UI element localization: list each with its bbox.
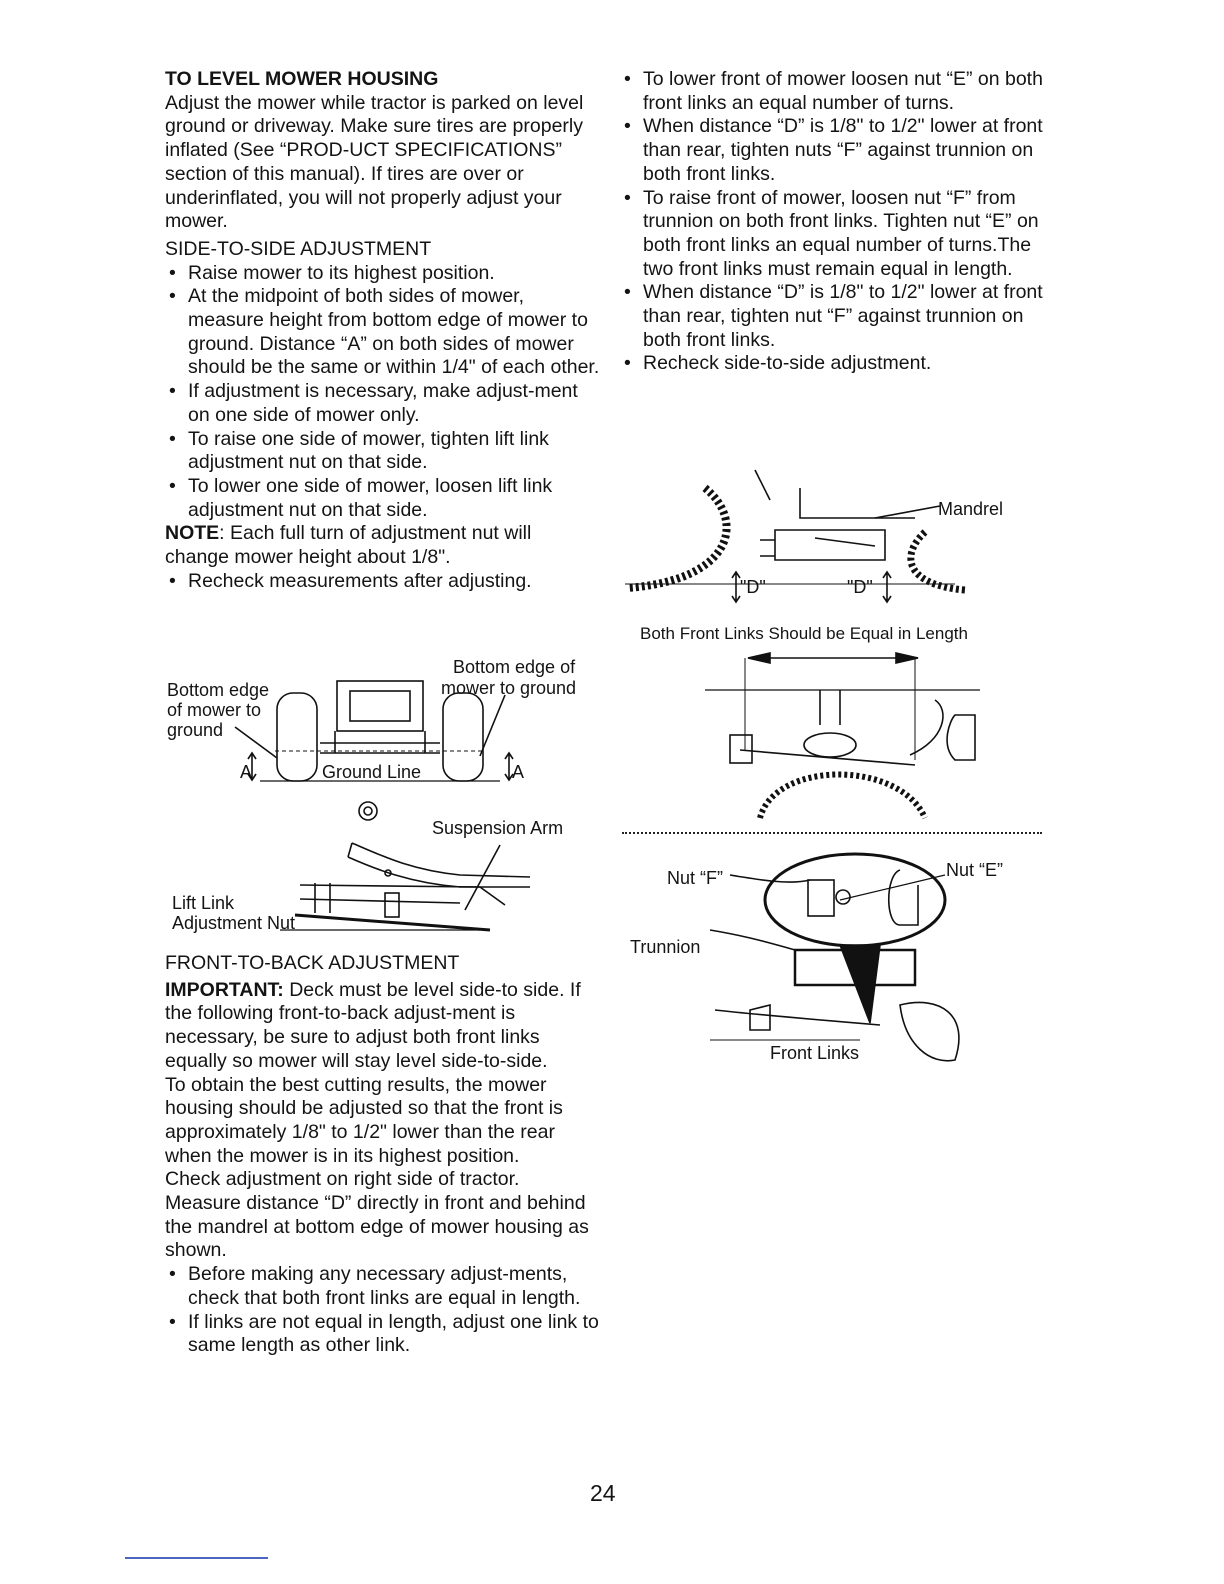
front-to-back-heading: FRONT-TO-BACK ADJUSTMENT xyxy=(165,952,460,974)
list-item: • If links are not equal in length, adjust one link to same length as other link. xyxy=(165,1311,600,1358)
suspension-arm-illustration xyxy=(160,795,600,945)
footer-rule xyxy=(125,1557,268,1559)
important-text: Deck must be level side-to side. If the following front-to-back adjust-ment is necessary, be sure to adjust both front links equally so mower will stay level side-to-side. xyxy=(165,978,581,1072)
side-to-side-heading: SIDE-TO-SIDE ADJUSTMENT xyxy=(165,237,432,260)
list-item: • To lower one side of mower, loosen lift link adjustment nut on that side. xyxy=(165,475,600,522)
fig-links-caption: Both Front Links Should be Equal in Length xyxy=(640,624,968,643)
cutting-results-paragraph: To obtain the best cutting results, the mower housing should be adjusted so that the front is approximately 1/8" to 1/2" lower than the rear when the mower is in its highest position. xyxy=(165,1073,563,1167)
left-column-bottom xyxy=(165,952,600,1358)
list-item: • Before making any necessary adjust-ments, check that both front links are equal in length. xyxy=(165,1263,600,1310)
fig-lift-link-label-2: Adjustment Nut xyxy=(172,913,296,933)
front-links-length-illustration xyxy=(700,650,990,820)
fig-ground-a-right: A xyxy=(512,762,525,782)
fig-ground-label-right-2: mower to ground xyxy=(441,678,577,698)
section-divider xyxy=(622,832,1042,834)
list-item: • Recheck side-to-side adjustment. xyxy=(620,352,1060,376)
recheck-list xyxy=(165,570,600,594)
note-label: NOTE xyxy=(165,522,220,545)
side-to-side-list xyxy=(165,262,600,523)
intro-paragraph: Adjust the mower while tractor is parked on level ground or driveway. Make sure tires are properly inflated (See “PROD-UCT SPECIFICATIONS” section of this manual). If tires are over or underinflated, you will not properly adjust your mower. xyxy=(165,91,584,233)
note-paragraph xyxy=(165,522,600,569)
fig-nut-e-label: Nut “E” xyxy=(946,860,1004,880)
page-number: 24 xyxy=(590,1480,616,1506)
important-paragraph xyxy=(165,979,600,1074)
list-item: • When distance “D” is 1/8" to 1/2" lower at front than rear, tighten nuts “F” against trunnion on both front links. xyxy=(620,115,1060,186)
section-title: TO LEVEL MOWER HOUSING xyxy=(165,68,439,90)
front-to-back-list xyxy=(165,1263,600,1358)
ground-line-illustration xyxy=(160,655,600,790)
list-item: • Recheck measurements after adjusting. xyxy=(165,570,600,594)
fig-ground-label-right-1: Bottom edge of xyxy=(453,657,576,677)
fig-ground-label-left-1: Bottom edge xyxy=(167,680,270,700)
left-column-top xyxy=(165,68,600,593)
front-adjust-list xyxy=(620,68,1060,376)
fig-ground-line-label: Ground Line xyxy=(322,762,422,782)
list-item: • Raise mower to its highest position. xyxy=(165,262,600,286)
note-text: : Each full turn of adjustment nut will change mower height about 1/8". xyxy=(165,522,532,569)
fig-ground-label-left-2: of mower to xyxy=(167,700,262,720)
mandrel-illustration xyxy=(625,460,975,610)
important-label: IMPORTANT: xyxy=(165,978,284,1001)
fig-ground-label-left-3: ground xyxy=(167,720,224,740)
list-item: • To raise front of mower, loosen nut “F” from trunnion on both front links. Tighten nut “E” on both front links an equal number of turns.The two front links must remain equal in length. xyxy=(620,187,1060,282)
fig-mandrel-label: Mandrel xyxy=(938,499,1004,519)
fig-trunnion-label: Trunnion xyxy=(630,937,701,957)
fig-ground-a-left: A xyxy=(240,762,253,782)
list-item: • To lower front of mower loosen nut “E” on both front links an equal number of turns. xyxy=(620,68,1060,115)
fig-nut-f-label: Nut “F” xyxy=(667,868,723,888)
fig-d-rear-label: "D" xyxy=(847,577,873,597)
right-column-top xyxy=(620,68,1060,376)
nuts-trunnion-illustration xyxy=(700,845,970,1065)
list-item: • At the midpoint of both sides of mower, measure height from bottom edge of mower to ground. Distance “A” on both sides of mower should be the same or within 1/4" of each other. xyxy=(165,285,600,380)
list-item: • If adjustment is necessary, make adjust-ment on one side of mower only. xyxy=(165,380,600,427)
fig-lift-link-label-1: Lift Link xyxy=(172,893,235,913)
fig-front-links-label: Front Links xyxy=(770,1043,860,1063)
list-item: • To raise one side of mower, tighten lift link adjustment nut on that side. xyxy=(165,428,600,475)
fig-d-front-label: "D" xyxy=(740,577,766,597)
list-item: • When distance “D” is 1/8" to 1/2" lower at front than rear, tighten nut “F” against trunnion on both front links. xyxy=(620,281,1060,352)
fig-suspension-arm-label: Suspension Arm xyxy=(432,818,564,838)
check-adjustment-paragraph: Check adjustment on right side of tractor. Measure distance “D” directly in front and behind the mandrel at bottom edge of mower housing as shown. xyxy=(165,1168,589,1262)
